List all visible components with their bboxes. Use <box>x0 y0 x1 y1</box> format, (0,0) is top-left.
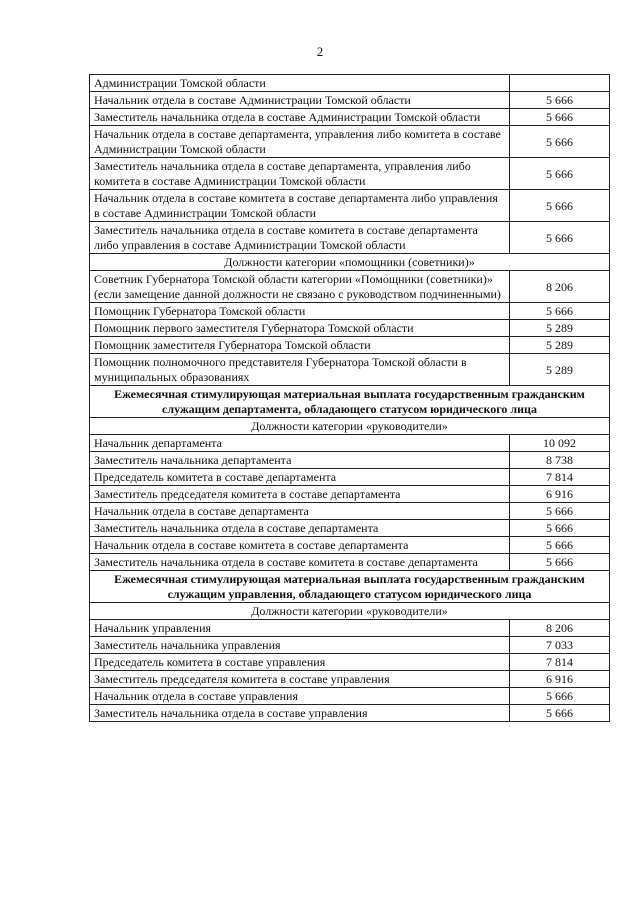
table-row <box>90 654 610 671</box>
payment-amount: 5 666 <box>510 158 610 190</box>
position-name: Председатель комитета в составе департамента <box>90 469 510 486</box>
position-name: Помощник Губернатора Томской области <box>90 303 510 320</box>
position-name: Начальник департамента <box>90 435 510 452</box>
table-row <box>90 671 610 688</box>
table-row <box>90 469 610 486</box>
position-name: Заместитель начальника отдела в составе управления <box>90 705 510 722</box>
salary-table <box>89 74 610 722</box>
payment-amount: 5 666 <box>510 109 610 126</box>
category-row <box>90 418 610 435</box>
table-row <box>90 92 610 109</box>
table-row <box>90 537 610 554</box>
position-name: Начальник отдела в составе комитета в составе департамента либо управления в составе Администрации Томской области <box>90 190 510 222</box>
payment-amount: 7 814 <box>510 469 610 486</box>
table-row <box>90 190 610 222</box>
table-row <box>90 75 610 92</box>
payment-amount: 5 666 <box>510 503 610 520</box>
position-name: Заместитель председателя комитета в составе управления <box>90 671 510 688</box>
payment-amount: 5 666 <box>510 126 610 158</box>
position-name: Заместитель начальника департамента <box>90 452 510 469</box>
table-row <box>90 486 610 503</box>
table-row <box>90 126 610 158</box>
payment-amount: 6 916 <box>510 671 610 688</box>
payment-amount: 5 666 <box>510 688 610 705</box>
payment-amount: 5 289 <box>510 337 610 354</box>
payment-amount: 5 666 <box>510 520 610 537</box>
page-number: 2 <box>316 44 324 59</box>
position-name: Советник Губернатора Томской области категории «Помощники (советники)» (если замещение данной должности не связано с руководством подчиненными) <box>90 271 510 303</box>
payment-amount: 5 666 <box>510 190 610 222</box>
table-row <box>90 554 610 571</box>
category-label: Должности категории «руководители» <box>90 603 610 620</box>
table-row <box>90 435 610 452</box>
section-heading: Ежемесячная стимулирующая материальная выплата государственным гражданским служащим управления, обладающего статусом юридического лица <box>90 571 610 603</box>
table-row <box>90 520 610 537</box>
position-name: Заместитель начальника отдела в составе департамента <box>90 520 510 537</box>
position-name: Заместитель начальника управления <box>90 637 510 654</box>
table-row <box>90 637 610 654</box>
payment-amount: 5 666 <box>510 705 610 722</box>
table-row <box>90 503 610 520</box>
payment-amount: 5 289 <box>510 320 610 337</box>
payment-amount <box>510 75 610 92</box>
payment-amount: 8 206 <box>510 271 610 303</box>
position-name: Заместитель начальника отдела в составе департамента, управления либо комитета в составе Администрации Томской области <box>90 158 510 190</box>
category-row <box>90 254 610 271</box>
position-name: Начальник отдела в составе Администрации Томской области <box>90 92 510 109</box>
table-row <box>90 303 610 320</box>
section-heading: Ежемесячная стимулирующая материальная выплата государственным гражданским служащим департамента, обладающего статусом юридического лица <box>90 386 610 418</box>
payment-amount: 8 738 <box>510 452 610 469</box>
table-row <box>90 452 610 469</box>
position-name: Начальник отдела в составе комитета в составе департамента <box>90 537 510 554</box>
table-row <box>90 158 610 190</box>
payment-amount: 5 666 <box>510 303 610 320</box>
table-row <box>90 337 610 354</box>
position-name: Начальник отдела в составе департамента <box>90 503 510 520</box>
table-row <box>90 271 610 303</box>
position-name: Администрации Томской области <box>90 75 510 92</box>
payment-amount: 5 666 <box>510 554 610 571</box>
position-name: Председатель комитета в составе управления <box>90 654 510 671</box>
position-name: Заместитель председателя комитета в составе департамента <box>90 486 510 503</box>
payment-amount: 8 206 <box>510 620 610 637</box>
position-name: Заместитель начальника отдела в составе комитета в составе департамента либо управления в составе Администрации Томской области <box>90 222 510 254</box>
table-row <box>90 320 610 337</box>
table-row <box>90 688 610 705</box>
category-row <box>90 603 610 620</box>
payment-amount: 6 916 <box>510 486 610 503</box>
payment-amount: 10 092 <box>510 435 610 452</box>
payment-amount: 5 666 <box>510 222 610 254</box>
section-heading-row <box>90 571 610 603</box>
position-name: Помощник заместителя Губернатора Томской области <box>90 337 510 354</box>
category-label: Должности категории «помощники (советники)» <box>90 254 610 271</box>
position-name: Начальник управления <box>90 620 510 637</box>
table-row <box>90 109 610 126</box>
payment-amount: 7 814 <box>510 654 610 671</box>
category-label: Должности категории «руководители» <box>90 418 610 435</box>
payment-amount: 5 666 <box>510 537 610 554</box>
position-name: Заместитель начальника отдела в составе комитета в составе департамента <box>90 554 510 571</box>
position-name: Помощник первого заместителя Губернатора Томской области <box>90 320 510 337</box>
position-name: Помощник полномочного представителя Губернатора Томской области в муниципальных образованиях <box>90 354 510 386</box>
payment-amount: 5 289 <box>510 354 610 386</box>
position-name: Начальник отдела в составе департамента, управления либо комитета в составе Администрации Томской области <box>90 126 510 158</box>
table-row <box>90 222 610 254</box>
payment-amount: 7 033 <box>510 637 610 654</box>
section-heading-row <box>90 386 610 418</box>
payment-amount: 5 666 <box>510 92 610 109</box>
table-row <box>90 620 610 637</box>
table-row <box>90 354 610 386</box>
table-row <box>90 705 610 722</box>
position-name: Начальник отдела в составе управления <box>90 688 510 705</box>
position-name: Заместитель начальника отдела в составе Администрации Томской области <box>90 109 510 126</box>
